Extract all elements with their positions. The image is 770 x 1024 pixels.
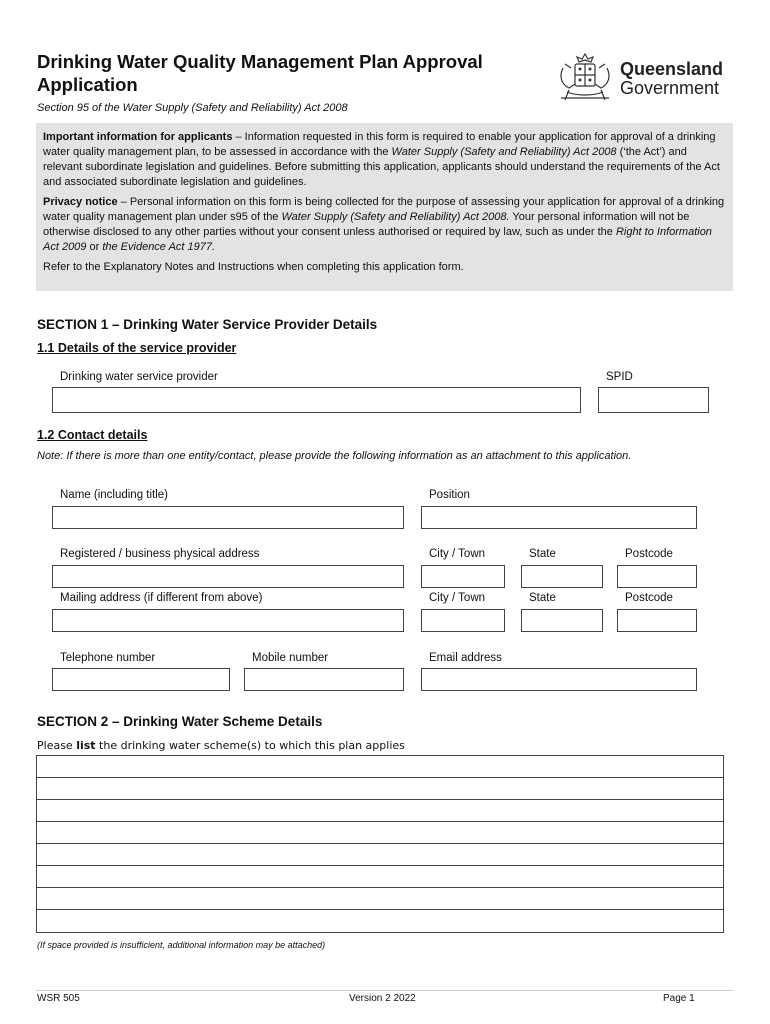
important-text-end: (‘the Act’) and relevant subordinate legislation and guidelines. Before submitting this application, applicants should understand the requirements of the Act and associated subordinate legislation and guidelines. [43,146,720,188]
mailing-city-input[interactable] [421,609,505,632]
subsection-1-2-heading: 1.2 Contact details [37,428,148,442]
mailing-city-label: City / Town [429,592,486,604]
privacy-rti: Right to Information Act 2009 [43,226,712,253]
version-label: Version 2 2022 [349,993,416,1004]
privacy-evidence: the Evidence Act 1977. [102,241,216,253]
coat-of-arms-icon [555,50,615,104]
state-label: State [529,548,556,560]
telephone-input[interactable] [52,668,230,691]
instruction-text-end: the drinking water scheme(s) to which this plan applies [95,739,405,752]
important-heading: Important information for applicants [43,131,233,143]
subsection-1-1-heading: 1.1 Details of the service provider [37,341,237,355]
mailing-postcode-input[interactable] [617,609,697,632]
name-label: Name (including title) [60,489,169,501]
page-title: Drinking Water Quality Management Plan Approval Application [37,51,483,95]
provider-input[interactable] [52,387,581,413]
mailing-postcode-label: Postcode [625,592,673,604]
page-subtitle: Section 95 of the Water Supply (Safety and Reliability) Act 2008 [37,102,348,114]
privacy-text: – Personal information on this form is being collected for the purpose of assessing your application for approval of a drinking water quality management plan under s95 of the [43,196,725,223]
scheme-row[interactable] [37,822,723,844]
spid-label: SPID [606,371,633,383]
footer-divider [36,990,733,991]
name-input[interactable] [52,506,404,529]
email-label: Email address [429,652,502,664]
postcode-input[interactable] [617,565,697,588]
mailing-input[interactable] [52,609,404,632]
state-input[interactable] [521,565,603,588]
queensland-government-logo [555,50,730,104]
city-input[interactable] [421,565,505,588]
address-input[interactable] [52,565,404,588]
scheme-list-table [36,755,724,933]
logo-line-2: Government [620,78,720,98]
space-note: (If space provided is insufficient, additional information may be attached) [37,940,326,950]
position-input[interactable] [421,506,697,529]
logo-line-1: Queensland [620,59,724,79]
telephone-label: Telephone number [60,652,156,664]
mailing-state-input[interactable] [521,609,603,632]
mobile-input[interactable] [244,668,404,691]
scheme-row[interactable] [37,910,723,932]
privacy-act: Water Supply (Safety and Reliability) Act 2008. [281,211,510,223]
important-act: Water Supply (Safety and Reliability) Act 2008 [391,146,617,158]
spid-input[interactable] [598,387,709,413]
position-label: Position [429,489,470,501]
refer-paragraph: Refer to the Explanatory Notes and Instructions when completing this application form. [43,261,464,273]
section-1-heading: SECTION 1 – Drinking Water Service Provider Details [37,317,378,332]
privacy-text-3: or [86,241,103,253]
provider-label: Drinking water service provider [60,371,218,383]
privacy-text-2: Your personal information will not be otherwise disclosed to any other parties without your consent unless authorised or required by law, such as under the [43,211,690,238]
instruction-text: Please [37,739,77,752]
page-number: Page 1 [663,993,695,1004]
mobile-label: Mobile number [252,652,329,664]
instruction-bold: list [76,739,96,752]
scheme-row[interactable] [37,866,723,888]
mailing-state-label: State [529,592,556,604]
scheme-row[interactable] [37,888,723,910]
form-id: WSR 505 [37,993,80,1004]
postcode-label: Postcode [625,548,673,560]
city-label: City / Town [429,548,486,560]
scheme-row[interactable] [37,756,723,778]
information-box [36,123,733,291]
scheme-instruction [37,739,405,752]
section-2-heading: SECTION 2 – Drinking Water Scheme Details [37,714,323,729]
scheme-row[interactable] [37,800,723,822]
address-label: Registered / business physical address [60,548,260,560]
email-input[interactable] [421,668,697,691]
scheme-row[interactable] [37,778,723,800]
mailing-label: Mailing address (if different from above) [60,592,263,604]
scheme-row[interactable] [37,844,723,866]
privacy-paragraph [43,195,726,255]
contact-note: Note: If there is more than one entity/contact, please provide the following information as an attachment to this application. [37,450,632,462]
important-text: – Information requested in this form is required to enable your application for approval of a drinking water quality management plan, to be assessed in accordance with the [43,131,716,158]
privacy-heading: Privacy notice [43,196,118,208]
important-paragraph [43,130,726,190]
